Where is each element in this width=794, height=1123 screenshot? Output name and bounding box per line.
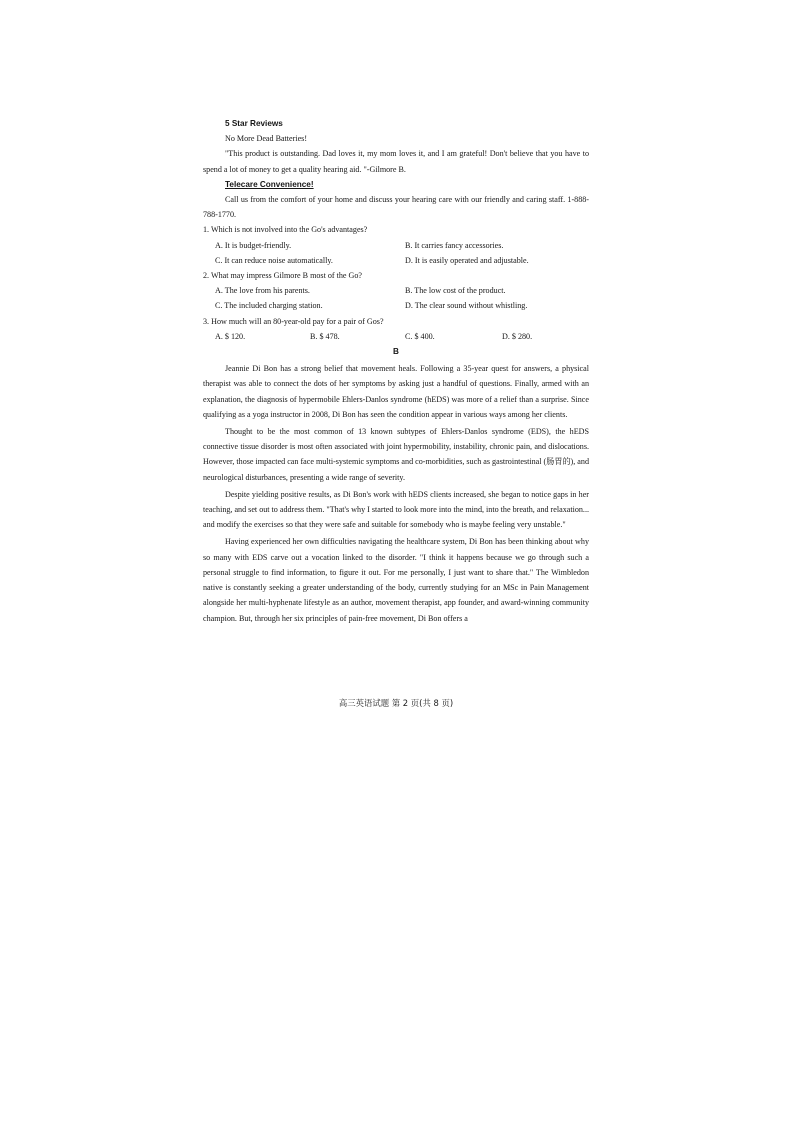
question-1-option-c: C. It can reduce noise automatically.	[215, 255, 333, 265]
section-b-label: B	[393, 347, 399, 357]
question-3-option-d: D. $ 280.	[502, 331, 533, 341]
question-1-stem: 1. Which is not involved into the Go's advantages?	[203, 225, 368, 235]
question-2-option-d: D. The clear sound without whistling.	[405, 301, 528, 311]
telecare-body: Call us from the comfort of your home and discuss your hearing care with our friendly and caring staff. 1-888-788-1770.	[203, 195, 589, 220]
passage-paragraph-1: Jeannie Di Bon has a strong belief that movement heals. Following a 35-year quest for answers, a physical therapist was able to connect the dots of her symptoms by asking just a handful of questions. Finally, armed with an explanation, the diagnosis of hypermobile Ehlers-Danlos syndrome (hEDS) was more of a relief than a surprise. Since qualifying as a yoga instructor in 2008, Di Bon has seen the condition appear in various ways among her clients.	[203, 364, 589, 419]
question-1-option-b: B. It carries fancy accessories.	[405, 240, 504, 250]
question-2-option-a: A. The love from his parents.	[215, 286, 310, 296]
page-footer: 高三英语试题 第 2 页(共 8 页)	[338, 698, 454, 708]
question-1-option-d: D. It is easily operated and adjustable.	[405, 255, 529, 265]
passage-paragraph-4: Having experienced her own difficulties navigating the healthcare system, Di Bon has been thinking about why so many with EDS carve out a vocation linked to the disorder. "I think it happens because we go through such a personal struggle to find information, to figure it out. For me personally, I just want to share that." The Wimbledon native is constantly seeking a greater understanding of the body, currently studying for an MSc in Pain Management alongside her multi-hyphenate lifestyle as an author, movement therapist, app founder, and award-winning community champion. But, through her six principles of pain-free movement, Di Bon offers a	[203, 537, 589, 623]
question-2-options	[203, 283, 589, 313]
question-3-stem: 3. How much will an 80-year-old pay for a pair of Gos?	[203, 316, 384, 326]
question-2-option-b: B. The low cost of the product.	[405, 286, 506, 296]
reviews-heading: 5 Star Reviews	[225, 119, 283, 128]
question-3-options	[203, 329, 589, 344]
reviews-subheading: No More Dead Batteries!	[225, 134, 308, 144]
question-3-option-b: B. $ 478.	[310, 331, 340, 341]
exam-page-content	[203, 116, 589, 626]
question-1-options	[203, 238, 589, 268]
question-2-option-c: C. The included charging station.	[215, 301, 323, 311]
review-quote: "This product is outstanding. Dad loves it, my mom loves it, and I am grateful! Don't believe that you have to spend a lot of money to get a quality hearing aid. "-Gilmore B.	[203, 149, 589, 174]
question-3-option-a: A. $ 120.	[215, 331, 246, 341]
passage-paragraph-3: Despite yielding positive results, as Di Bon's work with hEDS clients increased, she began to notice gaps in her teaching, and set out to address them. "That's why I started to look more into the mind, into the breath, and relaxation... and modify the exercises so that they were safe and suitable for somebody who is maybe feeling very unstable."	[203, 489, 589, 530]
telecare-heading: Telecare Convenience!	[225, 179, 314, 189]
question-1-option-a: A. It is budget-friendly.	[215, 240, 292, 250]
question-2-stem: 2. What may impress Gilmore B most of the Go?	[203, 271, 363, 281]
passage-paragraph-2: Thought to be the most common of 13 known subtypes of Ehlers-Danlos syndrome (EDS), the hEDS connective tissue disorder is most often associated with joint hypermobility, instability, chronic pain, and dislocations. However, those impacted can face multi-systemic symptoms and co-morbidities, such as gastrointestinal (肠胃的), and neurological disturbances, presenting a wide range of severity.	[203, 427, 589, 482]
question-3-option-c: C. $ 400.	[405, 331, 435, 341]
